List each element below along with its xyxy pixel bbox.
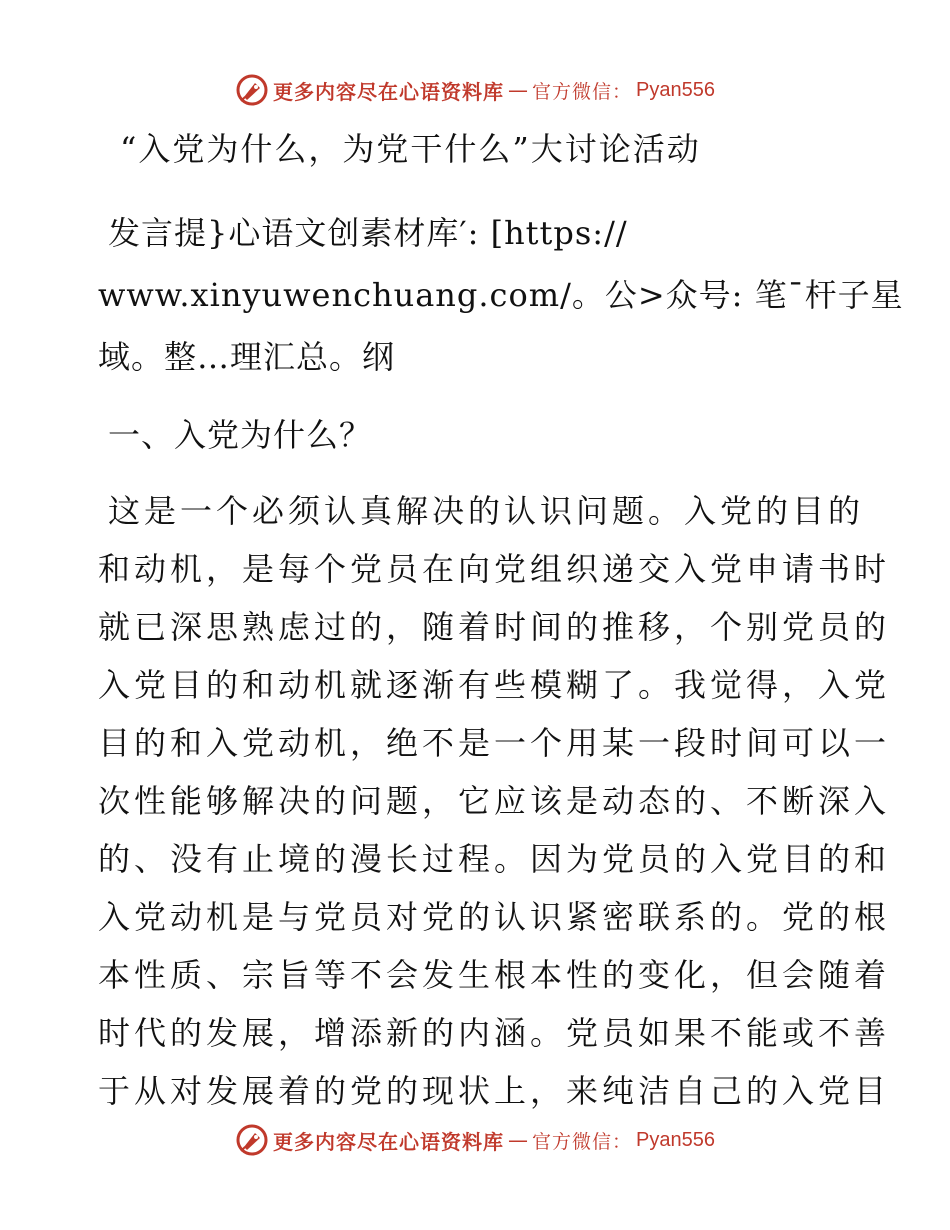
body-line: 就已深思熟虑过的，随着时间的推移，个别党员的: [98, 608, 891, 646]
pen-nib-logo-icon: [235, 1123, 269, 1157]
banner-separator: —: [508, 78, 528, 102]
banner-content: [235, 73, 715, 107]
footer-banner: [0, 1118, 950, 1162]
body-line: 本性质、宗旨等不会发生根本性的变化，但会随着: [98, 956, 891, 994]
banner-brand-text: 更多内容尽在心语资料库: [273, 79, 504, 104]
body-line: 次性能够解决的问题，它应该是动态的、不断深入: [98, 782, 891, 820]
body-line: 于从对发展着的党的现状上，来纯洁自己的入党目: [98, 1072, 891, 1110]
body-line: 和动机，是每个党员在向党组织递交入党申请书时: [98, 550, 891, 588]
banner-separator: —: [508, 1128, 528, 1152]
document-title: “入党为什么，为党干什么”大讨论活动: [120, 130, 701, 168]
banner-wechat-id: Pyan556: [636, 1128, 715, 1151]
section-heading: 一、入党为什么？: [108, 416, 373, 454]
lead-line: 发言提}心语文创素材库′: [https://: [108, 214, 628, 252]
body-line: 入党目的和动机就逐渐有些模糊了。我觉得，入党: [98, 666, 891, 704]
lead-line: www.xinyuwenchuang.com/。公>众号: 笔¯杆子星: [98, 276, 904, 314]
header-banner: [0, 68, 950, 112]
lead-paragraph: [98, 202, 904, 388]
body-line: 入党动机是与党员对党的认识紧密联系的。党的根: [98, 898, 891, 936]
body-line: 目的和入党动机，绝不是一个用某一段时间可以一: [98, 724, 891, 762]
banner-wechat-label: 官方微信：: [532, 1130, 633, 1153]
document-body: [98, 124, 904, 1120]
banner-brand-text: 更多内容尽在心语资料库: [273, 1129, 504, 1154]
body-line: 这是一个必须认真解决的认识问题。入党的目的: [108, 492, 865, 530]
banner-wechat-id: Pyan556: [636, 78, 715, 101]
body-paragraph: [98, 482, 891, 1120]
pen-nib-logo-icon: [235, 73, 269, 107]
banner-content: [235, 1123, 715, 1157]
lead-line: 域。整…理汇总。纲: [98, 338, 396, 376]
banner-wechat-label: 官方微信：: [532, 80, 633, 103]
body-line: 的、没有止境的漫长过程。因为党员的入党目的和: [98, 840, 891, 878]
body-line: 时代的发展，增添新的内涵。党员如果不能或不善: [98, 1014, 891, 1052]
